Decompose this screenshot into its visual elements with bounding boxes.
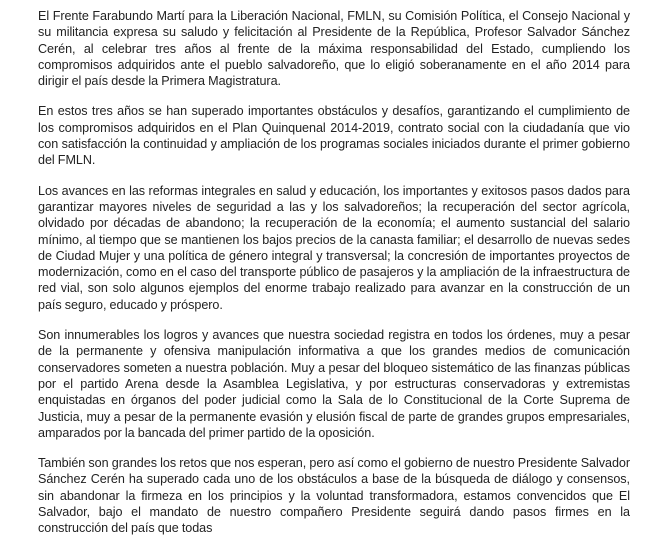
paragraph-logros: Son innumerables los logros y avances que nuestra sociedad registra en todos los órdenes, muy a pesar de la permanente y ofensiva manipulación informativa a que los grandes medios de comunicación conservadores someten a nuestra población. Muy a pesar del bloqueo sistemático de las finanzas públicas por el partido Arena desde la Asamblea Legislativa, y por estructuras conservadoras y extremistas enquistadas en órganos del poder judicial como la Sala de lo Constitucional de la Corte Suprema de Justicia, muy a pesar de la permanente evasión y elusión fiscal de parte de grandes grupos empresariales, amparados por la bancada del primer partido de la oposición.	[38, 328, 630, 440]
document-body	[38, 8, 630, 551]
paragraph-tres-anos: En estos tres años se han superado importantes obstáculos y desafíos, garantizando el cumplimiento de los compromisos adquiridos en el Plan Quinquenal 2014-2019, contrato social con la ciudadanía que vio con satisfacción la continuidad y ampliación de los programas sociales iniciados durante el primer gobierno del FMLN.	[38, 104, 630, 168]
paragraph-felicitacion: El Frente Farabundo Martí para la Liberación Nacional, FMLN, su Comisión Política, el Consejo Nacional y su militancia expresa su saludo y felicitación al Presidente de la República, Profesor Salvador Sánchez Cerén, al celebrar tres años al frente de la máxima responsabilidad del Estado, cumpliendo los compromisos adquiridos ante el pueblo salvadoreño, que lo eligió soberanamente en el año 2014 para dirigir el país desde la Primera Magistratura.	[38, 9, 630, 89]
paragraph-avances: Los avances en las reformas integrales en salud y educación, los importantes y exitosos pasos dados para garantizar mayores niveles de seguridad a las y los salvadoreños; la recuperación del sector agrícola, olvidado por décadas de abandono; la recuperación de la economía; el aumento sustancial del salario mínimo, al tiempo que se mantienen los bajos precios de la canasta familiar; el desarrollo de nuevas sedes de Ciudad Mujer y una política de género integral y transversal; la concresión de importantes proyectos de modernización, como en el caso del transporte público de pasajeros y la ampliación de la infraestructura de red vial, son solo algunos ejemplos del enorme trabajo realizado para avanzar en la construcción de un país seguro, educado y próspero.	[38, 183, 630, 312]
paragraph-retos: También son grandes los retos que nos esperan, pero así como el gobierno de nuestro Presidente Salvador Sánchez Cerén ha superado cada uno de los obstáculos a base de la búsqueda de diálogo y consensos, sin abandonar la firmeza en los principios y la voluntad transformadora, estamos convencidos que El Salvador, bajo el mandato de nuestro compañero Presidente seguirá dando pasos firmes en la construcción del país que todas	[38, 456, 630, 536]
